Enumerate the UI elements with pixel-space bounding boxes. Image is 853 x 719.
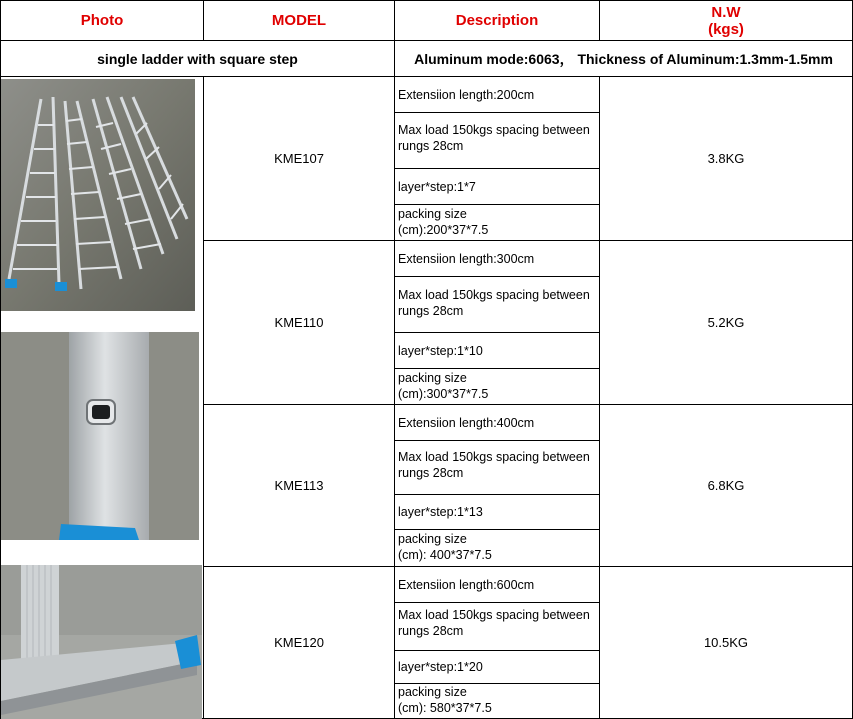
- max-load: Max load 150kgs spacing between rungs 28cm: [398, 123, 590, 153]
- product-name: single ladder with square step: [97, 50, 298, 67]
- weight-cell: 10.5KG: [703, 634, 749, 650]
- max-load: Max load 150kgs spacing between rungs 28cm: [398, 450, 590, 480]
- grid-line: [394, 602, 600, 603]
- packing-size-value: (cm): 580*37*7.5: [398, 701, 492, 715]
- weight-cell: 3.8KG: [707, 150, 745, 166]
- layer-step: layer*step:1*13: [398, 505, 483, 519]
- header-model: MODEL: [271, 11, 327, 29]
- layer-step: layer*step:1*10: [398, 343, 483, 358]
- packing-size-label: packing size: [398, 685, 467, 699]
- ladder-foot-image: [1, 565, 202, 719]
- ladders-image: [1, 79, 195, 311]
- extension-length: Extensiion length:200cm: [398, 87, 535, 102]
- weight-cell: 6.8KG: [707, 477, 745, 493]
- header-description: Description: [455, 11, 539, 29]
- packing-size: [395, 206, 599, 240]
- rung-closeup-image: [1, 332, 199, 540]
- weight-cell: 5.2KG: [707, 314, 745, 330]
- layer-step: layer*step:1*20: [398, 660, 483, 674]
- rung-closeup-photo: [1, 332, 199, 540]
- grid-line: [394, 204, 600, 205]
- model-cell: KME110: [274, 314, 324, 330]
- model-cell: KME107: [274, 150, 324, 166]
- header-nw: [600, 1, 852, 40]
- packing-size-label: packing size: [398, 207, 467, 221]
- extension-length: Extensiion length:400cm: [398, 415, 535, 430]
- packing-size: [395, 370, 599, 404]
- packing-size-value: (cm): 400*37*7.5: [398, 548, 492, 562]
- extension-length: Extensiion length:600cm: [398, 577, 535, 592]
- packing-size-value: (cm):200*37*7.5: [398, 223, 489, 237]
- grid-line: [394, 529, 600, 530]
- packing-size: [395, 684, 599, 718]
- extension-length: Extensiion length:300cm: [398, 251, 535, 266]
- max-load: Max load 150kgs spacing between rungs 28cm: [398, 608, 590, 638]
- header-nw-line2: (kgs): [708, 20, 744, 38]
- layer-step: layer*step:1*7: [398, 179, 476, 194]
- grid-line: [394, 112, 600, 113]
- packing-size-label: packing size: [398, 532, 467, 546]
- model-cell: KME113: [274, 477, 324, 493]
- max-load: Max load 150kgs spacing between rungs 28cm: [398, 288, 590, 318]
- ladder-foot-photo: [1, 565, 202, 719]
- packing-size: [395, 531, 599, 566]
- header-photo: Photo: [80, 11, 124, 29]
- packing-size-value: (cm):300*37*7.5: [398, 387, 489, 401]
- model-cell: KME120: [274, 634, 324, 650]
- grid-line: [394, 440, 600, 441]
- grid-line: [394, 368, 600, 369]
- ladders-photo: [1, 79, 195, 311]
- header-nw-line1: N.W: [711, 3, 741, 21]
- material-spec: Aluminum mode:6063， Thickness of Aluminum:1.3mm-1.5mm: [414, 50, 833, 67]
- packing-size-label: packing size: [398, 371, 467, 385]
- grid-line: [394, 276, 600, 277]
